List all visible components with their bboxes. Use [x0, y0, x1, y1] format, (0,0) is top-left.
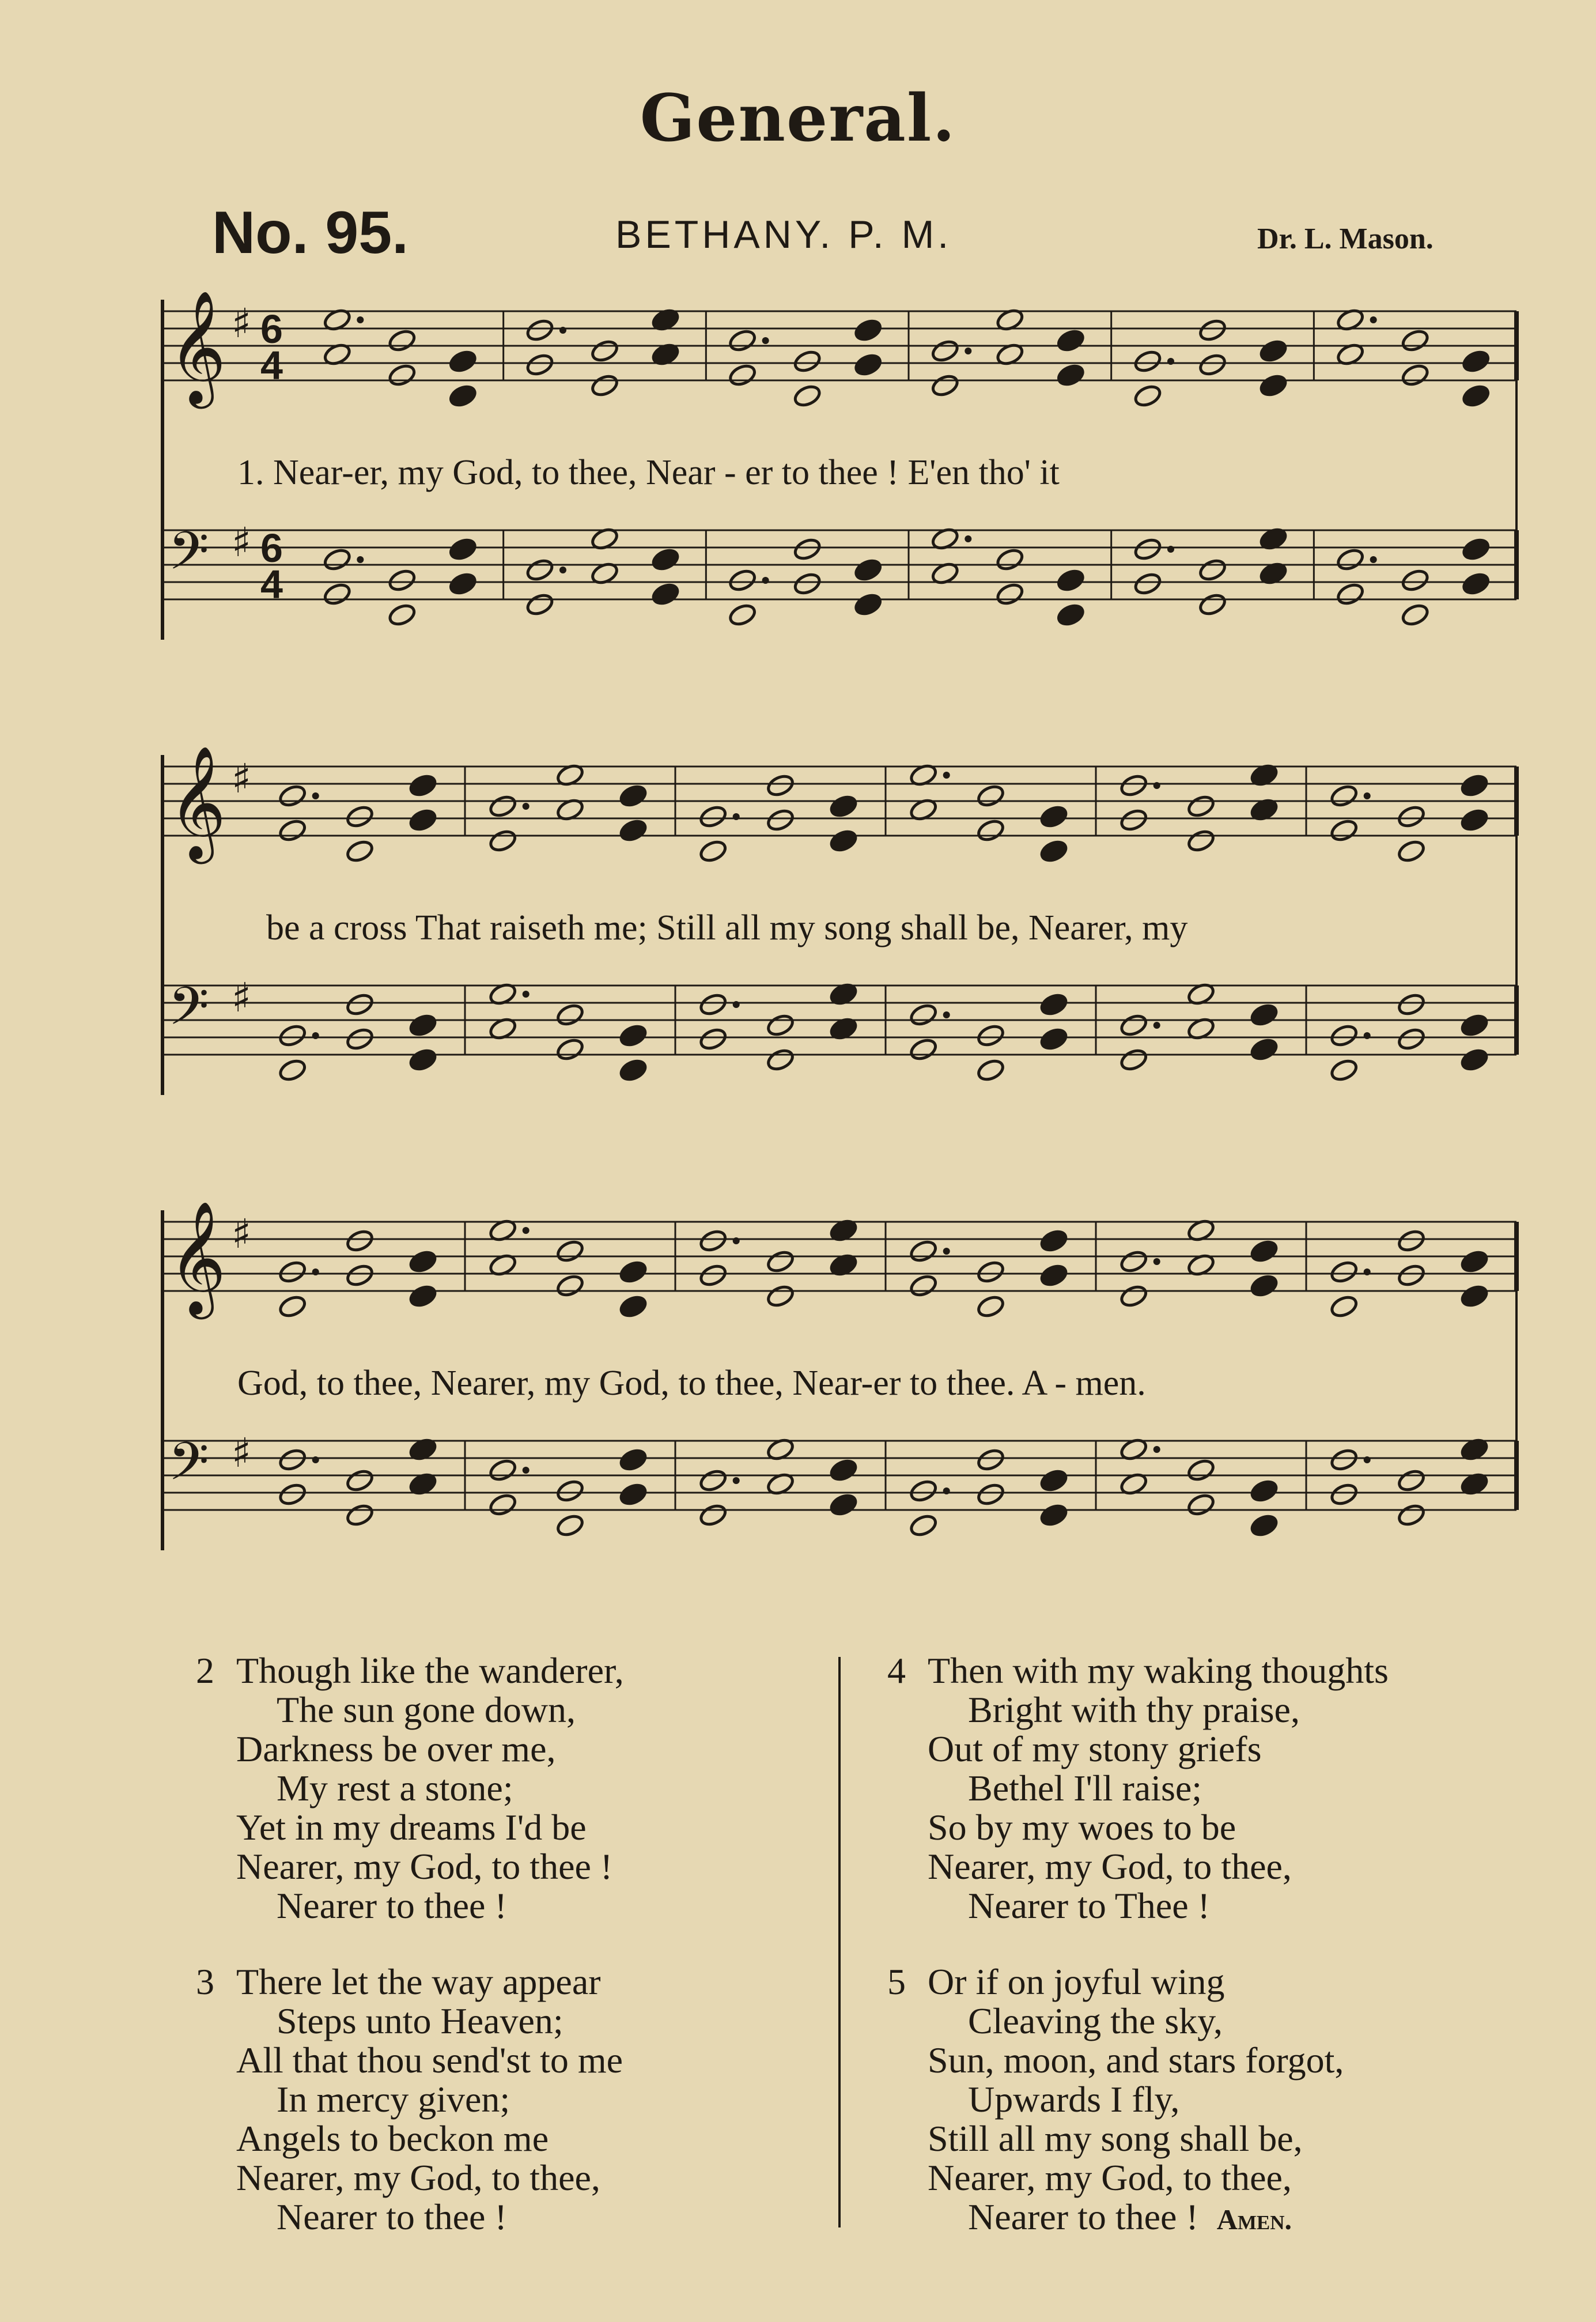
verse-line: Sun, moon, and stars forgot,: [928, 2040, 1344, 2081]
svg-text:4: 4: [260, 343, 283, 388]
svg-text:4: 4: [260, 562, 283, 607]
music-system-3: [151, 1193, 1522, 1619]
verse-line: All that thou send'st to me: [236, 2040, 623, 2081]
lyric-line-2: be a cross That raiseth me; Still all my song shall be, Nearer, my: [266, 908, 1188, 947]
verse-line: Still all my song shall be,: [928, 2118, 1303, 2159]
verse-4: [887, 1650, 1389, 1926]
svg-text:𝄢: 𝄢: [168, 1431, 209, 1505]
verse-line: Steps unto Heaven;: [277, 2000, 563, 2041]
verse-line: In mercy given;: [277, 2079, 510, 2120]
verse-line: Yet in my dreams I'd be: [236, 1807, 587, 1848]
verse-line: The sun gone down,: [277, 1689, 576, 1730]
verse-number: 3: [196, 1961, 214, 2002]
verse-line: Bright with thy praise,: [968, 1689, 1300, 1730]
staff-notation-2: [151, 738, 1522, 1164]
verse-line: Nearer to thee !: [277, 1885, 507, 1926]
verse-line: Bethel I'll raise;: [968, 1768, 1202, 1808]
svg-text:♯: ♯: [232, 519, 251, 566]
svg-text:6: 6: [260, 307, 283, 352]
svg-text:♯: ♯: [232, 1429, 251, 1477]
verse-line: Nearer, my God, to thee,: [236, 2157, 600, 2198]
lyric-line-1: 1. Near-er, my God, to thee, Near - er to thee ! E'en tho' it: [237, 453, 1060, 492]
music-system-1: [151, 282, 1522, 703]
staff-notation-3: [151, 1193, 1522, 1619]
verse-line: Nearer, my God, to thee,: [928, 2157, 1292, 2198]
verse-line: There let the way appear: [236, 1961, 601, 2002]
svg-text:𝄢: 𝄢: [168, 520, 209, 594]
verse-number: 2: [196, 1650, 214, 1691]
music-system-2: [151, 738, 1522, 1164]
column-divider: [838, 1657, 841, 2227]
verse-line: Nearer to thee !: [277, 2196, 507, 2237]
verse-5: [887, 1961, 1344, 2239]
svg-text:♯: ♯: [232, 1210, 251, 1258]
verse-line: Cleaving the sky,: [968, 2000, 1223, 2041]
hymn-number: No. 95.: [212, 199, 409, 266]
verse-line: Nearer, my God, to thee,: [928, 1846, 1292, 1887]
lyric-line-3: God, to thee, Nearer, my God, to thee, Near-er to thee. A - men.: [237, 1364, 1146, 1403]
verse-line: [928, 2198, 1344, 2239]
verse-line: Angels to beckon me: [236, 2118, 549, 2159]
composer: Dr. L. Mason.: [1257, 222, 1434, 255]
svg-text:𝄞: 𝄞: [168, 290, 226, 404]
verse-line: My rest a stone;: [277, 1768, 513, 1808]
svg-text:𝄢: 𝄢: [168, 976, 209, 1049]
verse-number: 5: [887, 1961, 906, 2002]
section-title: General.: [640, 81, 956, 156]
svg-text:♯: ♯: [232, 755, 251, 802]
verse-line: Or if on joyful wing: [928, 1961, 1225, 2002]
amen-label: Amen.: [1216, 2203, 1292, 2236]
verse-line: So by my woes to be: [928, 1807, 1236, 1848]
verse-line: Upwards I fly,: [968, 2079, 1180, 2120]
verse-line: Out of my stony griefs: [928, 1728, 1262, 1769]
svg-text:6: 6: [260, 526, 283, 571]
svg-text:♯: ♯: [232, 300, 251, 347]
verse-2: [196, 1650, 624, 1926]
verse-3: [196, 1961, 623, 2237]
tune-name: BETHANY. P. M.: [615, 213, 952, 256]
svg-text:𝄞: 𝄞: [168, 1200, 226, 1315]
svg-text:♯: ♯: [232, 974, 251, 1021]
verse-line: Nearer, my God, to thee !: [236, 1846, 613, 1887]
verse-line: Then with my waking thoughts: [928, 1650, 1389, 1691]
svg-text:𝄞: 𝄞: [168, 745, 226, 859]
verse-line-text: Nearer to thee !: [968, 2196, 1198, 2237]
verse-line: Darkness be over me,: [236, 1728, 556, 1769]
verse-line: Nearer to Thee !: [968, 1885, 1210, 1926]
verse-line: Though like the wanderer,: [236, 1650, 624, 1691]
verse-number: 4: [887, 1650, 906, 1691]
